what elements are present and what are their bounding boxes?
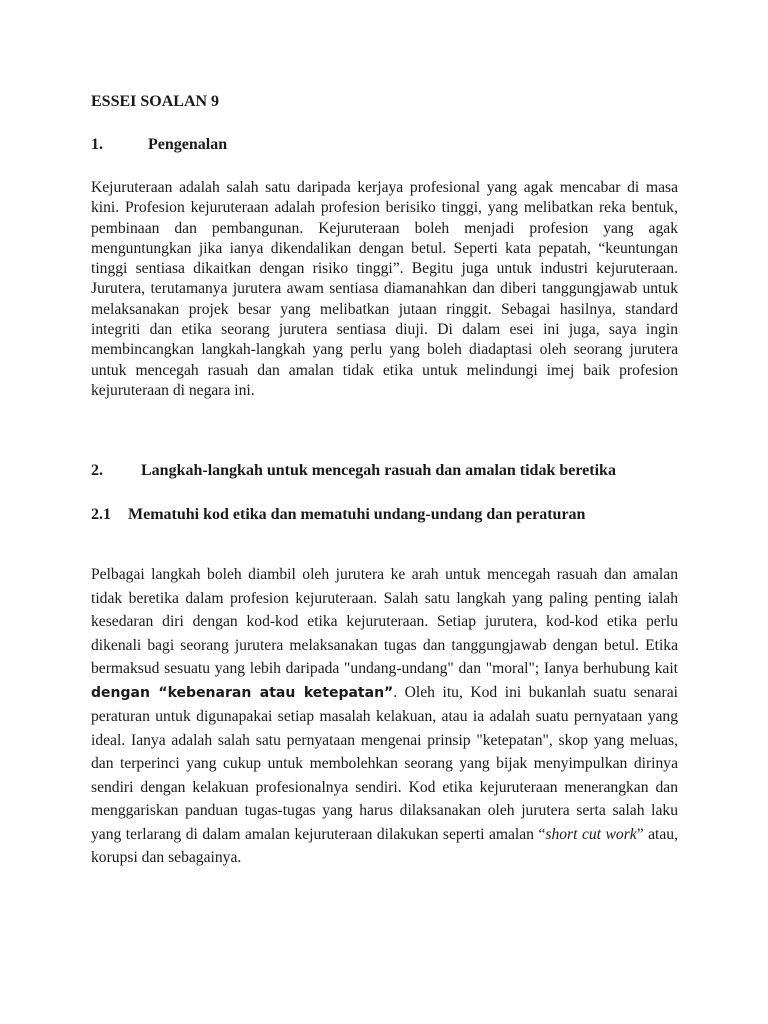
section-2-1-title: Mematuhi kod etika dan mematuhi undang-undang dan peraturan [128,506,586,523]
section-2-heading [91,462,616,480]
essay-title: ESSEI SOALAN 9 [91,93,220,110]
section-1-title: Pengenalan [148,136,228,153]
section-1-paragraph: Kejuruteraan adalah salah satu daripada kerjaya profesional yang agak mencabar di masa kini. Profesion kejuruteraan adalah profesion berisiko tinggi, yang melibatkan reka bentuk, pembinaan dan pembangunan. Kejuruteraan boleh menjadi profesion yang agak menguntungkan jika ianya dikendalikan dengan betul. Seperti kata pepatah, “keuntungan tinggi sentiasa dikaitkan dengan risiko tinggi”. Begitu juga untuk industri kejuruteraan. Jurutera, terutamanya jurutera awam sentiasa diamanahkan dan diberi tanggungjawab untuk melaksanakan projek besar yang melibatkan jutaan ringgit. Sebagai hasilnya, standard integriti dan etika seorang jurutera sentiasa diuji. Di dalam esei ini juga, saya ingin membincangkan langkah-langkah yang perlu yang boleh diadaptasi oleh seorang jurutera untuk mencegah rasuah dan amalan tidak etika untuk melindungi imej baik profesion kejuruteraan di negara ini. [91,179,678,399]
paragraph-emphasis-bold: dengan “kebenaran atau ketepatan” [91,684,394,701]
paragraph-text-part-1: Pelbagai langkah boleh diambil oleh jurutera ke arah untuk mencegah rasuah dan amalan tidak beretika dalam profesion kejuruteraan. Salah satu langkah yang paling penting ialah kesedaran diri dengan kod-kod etika kejuruteraan. Setiap jurutera, kod-kod etika perlu dikenali bagi seorang jurutera melaksanakan tugas dan tanggungjawab dengan betul. Etika bermaksud sesuatu yang lebih daripada "undang-undang" dan "moral"; Ianya berhubung kait [91,566,678,677]
section-2-title: Langkah-langkah untuk mencegah rasuah dan amalan tidak beretika [141,462,616,479]
section-2-number: 2. [91,462,103,479]
section-2-1-number: 2.1 [91,506,111,523]
paragraph-text-part-3: ” atau, korupsi dan sebagainya. [91,825,678,866]
paragraph-text-part-2: . Oleh itu, Kod ini bukanlah suatu senarai peraturan untuk digunapakai setiap masalah kelakuan, atau ia adalah suatu pernyataan yang ideal. Ianya adalah salah satu pernyataan mengenai prinsip "ketepatan", skop yang meluas, dan terperinci yang cukup untuk membolehkan seorang yang bijak menyimpulkan dirinya sendiri dengan kelakuan profesionalnya sendiri. Kod etika kejuruteraan menerangkan dan menggariskan panduan tugas-tugas yang harus dilaksanakan oleh jurutera serta salah laku yang terlarang di dalam amalan kejuruteraan dilakukan seperti amalan “ [91,683,678,843]
section-2-1-heading [91,506,585,524]
section-2-1-paragraph [91,563,678,870]
section-1-number: 1. [91,136,103,153]
paragraph-emphasis-italic: short cut work [545,825,637,843]
section-1-heading [91,136,227,154]
